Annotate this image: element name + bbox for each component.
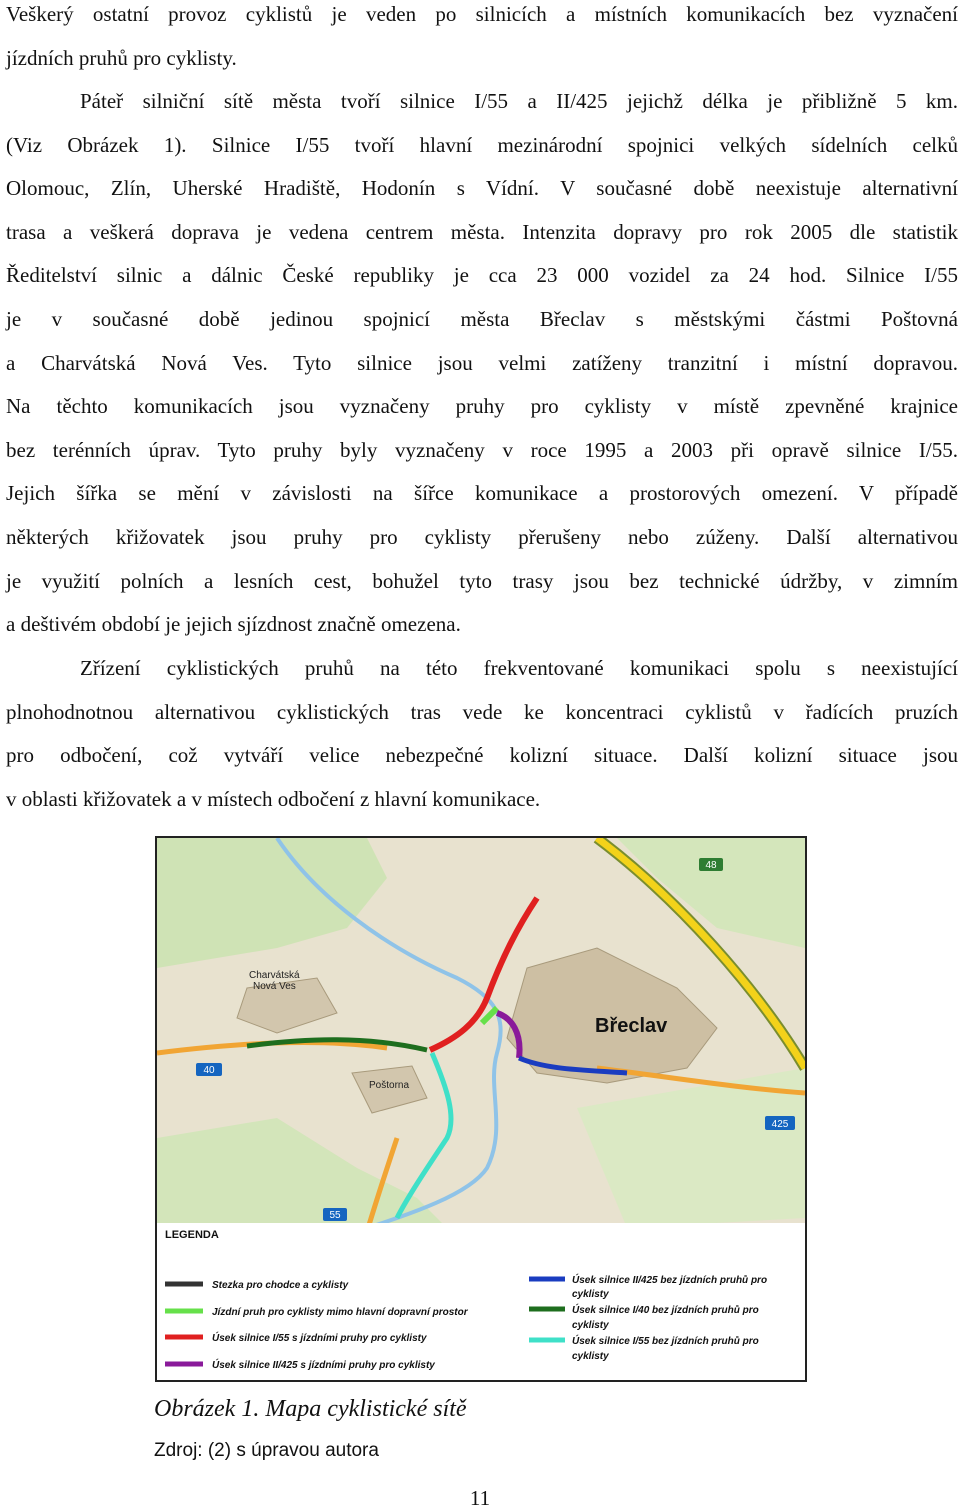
- legend-label-cont: cyklisty: [572, 1351, 609, 1362]
- figure-caption: Obrázek 1. Mapa cyklistické sítě: [154, 1396, 467, 1422]
- legend-label: Stezka pro chodce a cyklisty: [212, 1280, 349, 1291]
- legend-label: Úsek silnice II/425 bez jízdních pruhů pro: [572, 1275, 768, 1286]
- text-line: Zřízení cyklistických pruhů na této frekventované komunikaci spolu s neexistující: [80, 656, 958, 680]
- road-shield-425-label: 425: [771, 1119, 789, 1130]
- text-line: a deštivém období je jejich sjízdnost značně omezena.: [6, 612, 461, 637]
- legend-label: Úsek silnice I/55 bez jízdních pruhů pro: [572, 1336, 759, 1347]
- text-line: Ředitelství silnic a dálnic České republiky je cca 23 000 vozidel za 24 hod. Silnice I/55: [6, 263, 958, 288]
- text-line: je v současné době jedinou spojnicí města Břeclav s městskými částmi Poštovná: [6, 306, 958, 331]
- text-line: Veškerý ostatní provoz cyklistů je veden po silnicích a místních komunikacích bez vyznačení: [6, 2, 958, 26]
- road-shield-40-label: 40: [203, 1065, 215, 1076]
- road-shield-55-label: 55: [329, 1210, 341, 1221]
- text-line: bez terénních úprav. Tyto pruhy byly vyznačeny v roce 1995 a 2003 při opravě silnice I/55.: [6, 437, 958, 462]
- text-line: jízdních pruhů pro cyklisty.: [6, 45, 237, 70]
- text-line: Olomouc, Zlín, Uherské Hradiště, Hodonín s Vídní. V současné době neexistuje alternativní: [6, 176, 958, 201]
- text-line: je využití polních a lesních cest, bohužel tyto trasy jsou bez technické údržby, v zimním: [6, 568, 958, 593]
- text-line: Jejich šířka se mění v závislosti na šířce komunikace a prostorových omezení. V případě: [6, 481, 958, 506]
- legend-label: Úsek silnice I/40 bez jízdních pruhů pro: [572, 1305, 759, 1316]
- road-shield-55: [323, 1208, 347, 1221]
- place-label-postorna: Poštorna: [369, 1080, 410, 1091]
- paragraph-2: [6, 87, 958, 654]
- place-label-charvatska: Charvátská: [249, 970, 300, 981]
- legend-box: [157, 1223, 805, 1380]
- text-line: (Viz Obrázek 1). Silnice I/55 tvoří hlavní mezinárodní spojnici velkých sídelních celků: [6, 132, 958, 157]
- text-line: pro odbočení, což vytváří velice nebezpečné kolizní situace. Další kolizní situace jsou: [6, 743, 958, 768]
- legend-label: Úsek silnice II/425 s jízdními pruhy pro cyklisty: [212, 1360, 435, 1371]
- road-shield-425: [765, 1116, 795, 1130]
- road-shield-48: [699, 858, 723, 871]
- text-line: trasa a veškerá doprava je vedena centrem města. Intenzita dopravy pro rok 2005 dle statistik: [6, 219, 958, 244]
- paragraph-1: [6, 0, 958, 87]
- text-line: některých křižovatek jsou pruhy pro cyklisty přerušeny nebo zúženy. Další alternativou: [6, 524, 958, 549]
- legend-title: LEGENDA: [165, 1229, 219, 1241]
- legend-label-cont: cyklisty: [572, 1289, 609, 1300]
- map-svg: [157, 838, 805, 1380]
- page-number: 11: [469, 1486, 491, 1510]
- text-line: Na těchto komunikacích jsou vyznačeny pruhy pro cyklisty v místě zpevněné krajnice: [6, 394, 958, 419]
- place-label-breclav: Břeclav: [595, 1015, 668, 1037]
- text-line: Páteř silniční sítě města tvoří silnice I/55 a II/425 jejichž délka je přibližně 5 km.: [80, 89, 958, 113]
- legend-label: Úsek silnice I/55 s jízdními pruhy pro cyklisty: [212, 1333, 427, 1344]
- text-line: v oblasti křižovatek a v místech odbočení z hlavní komunikace.: [6, 786, 541, 811]
- legend-label-cont: cyklisty: [572, 1320, 609, 1331]
- figure-source: Zdroj: (2) s úpravou autora: [154, 1440, 379, 1461]
- legend-label: Jízdní pruh pro cyklisty mimo hlavní dopravní prostor: [212, 1307, 468, 1318]
- road-shield-40: [196, 1063, 222, 1076]
- text-line: plnohodnotnou alternativou cyklistických tras vede ke koncentraci cyklistů v řadících pruzích: [6, 699, 958, 724]
- place-label-nova-ves: Nová Ves: [253, 981, 296, 992]
- cycling-network-map: [155, 836, 807, 1382]
- road-shield-48-label: 48: [705, 860, 717, 871]
- text-line: a Charvátská Nová Ves. Tyto silnice jsou velmi zatíženy tranzitní i místní dopravou.: [6, 350, 958, 375]
- paragraph-3: [6, 654, 958, 828]
